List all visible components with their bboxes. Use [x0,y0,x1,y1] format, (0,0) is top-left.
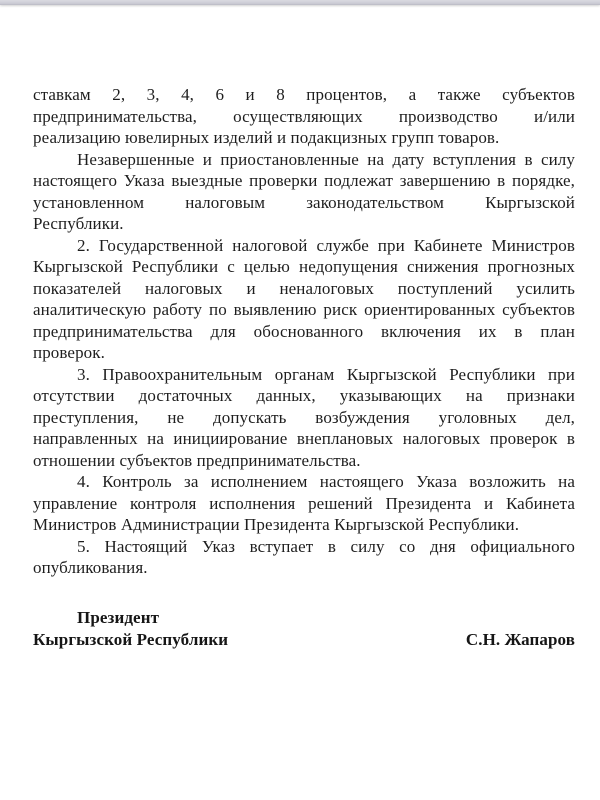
document-body [33,84,575,651]
document-line: ставкам 2, 3, 4, 6 и 8 процентов, а также субъектов [33,85,575,104]
document-line: реализацию ювелирных изделий и подакцизных групп товаров. [33,128,500,147]
document-line: аналитическую работу по выявлению риск ориентированных субъектов [33,300,575,319]
document-line: управление контроля исполнения решений Президента и Кабинета [33,493,575,513]
viewer-top-edge-bar [0,0,600,5]
document-line: 2. Государственной налоговой службе при Кабинете Министров [77,235,575,255]
document-line: отношении субъектов предпринимательства. [33,450,361,470]
document-line: проверок. [33,343,105,362]
document-line: предпринимательства для обоснованного включения их в план [33,321,575,341]
document-line: показателей налоговых и неналоговых поступлений усилить [33,278,575,298]
signature-title-line1: Президент [77,607,160,627]
signature-name: С.Н. Жапаров [465,629,575,649]
document-line: 5. Настоящий Указ вступает в силу со дня официального [77,536,575,556]
document-line: установленном налоговым законодательством Кыргызской [33,192,575,212]
signature-title-line2: Кыргызской Республики [33,629,229,649]
document-line: 4. Контроль за исполнением настоящего Указа возложить на [77,472,575,491]
document-line: опубликования. [33,558,148,577]
document-line: Республики. [33,214,124,233]
document-line: преступления, не допускать возбуждения уголовных дел, [33,407,575,427]
document-line: 3. Правоохранительным органам Кыргызской Республики при [77,364,575,384]
document-line: Министров Администрации Президента Кыргызской Республики. [33,515,520,534]
document-line: отсутствии достаточных данных, указывающих на признаки [33,386,575,405]
document-line: настоящего Указа выездные проверки подлежат завершению в порядке, [33,171,575,190]
signature-block [33,607,575,651]
document-line: направленных на инициирование внеплановых налоговых проверок в [33,429,575,448]
document-line: Незавершенные и приостановленные на дату вступления в силу [77,149,575,169]
document-line: Кыргызской Республики с целью недопущения снижения прогнозных [33,257,575,276]
document-paragraphs [33,84,575,579]
document-line: предпринимательства, осуществляющих производство и/или [33,106,575,126]
